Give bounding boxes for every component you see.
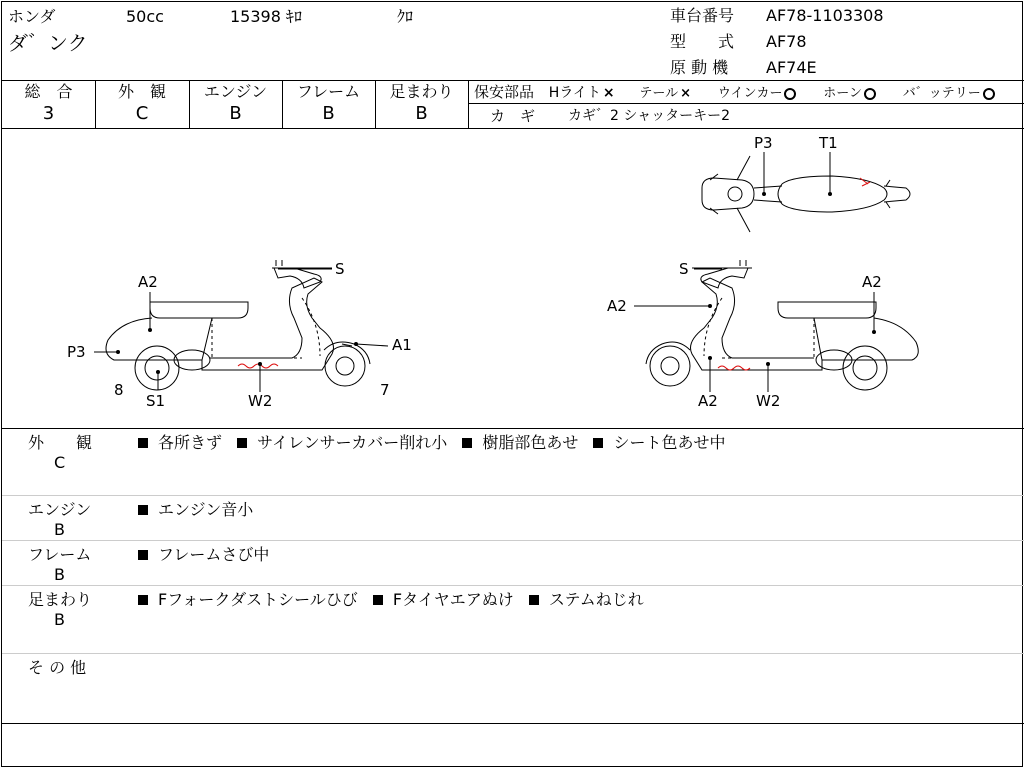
section-title: フレーム: [28, 545, 92, 564]
label-w2-right: W2: [756, 392, 781, 410]
scooter-top-view: [702, 156, 910, 232]
section-suspension: [2, 585, 1024, 654]
label-w2-left: W2: [248, 392, 273, 410]
section-title: そ の 他: [28, 658, 87, 677]
label-7-left: 7: [380, 381, 390, 399]
comment-item: Fフォークダストシールひび: [158, 590, 358, 609]
type-label: 型 式: [670, 32, 735, 51]
comment-item: フレームさび中: [158, 545, 270, 564]
damage-mark-top: [860, 178, 870, 186]
comment-item: サイレンサーカバー削れ小: [257, 433, 448, 452]
comment-item: Fタイヤエアぬけ: [392, 590, 514, 609]
section-items: [138, 544, 279, 566]
section-items: [138, 432, 736, 454]
bullet-icon: [529, 595, 539, 605]
bullet-icon: [462, 438, 472, 448]
bullet-icon: [373, 595, 383, 605]
comment-item: 各所きず: [158, 433, 223, 452]
label-p3-left: P3: [67, 343, 86, 361]
section-other: [2, 653, 1024, 724]
displacement: 50cc: [126, 7, 164, 26]
mileage: 15398 ｷﾛ: [230, 7, 302, 26]
label-s1-left: S1: [146, 392, 166, 410]
section-items: [138, 589, 654, 611]
label-a2-right-seat: A2: [862, 273, 882, 291]
label-s-right: S: [679, 260, 689, 278]
label-a2-right-floor: A2: [698, 392, 718, 410]
ok-mark-icon: [784, 88, 796, 100]
comment-item: ステムねじれ: [548, 590, 644, 609]
engine-label: 原 動 機: [670, 58, 729, 77]
model-name: ダ゛ンク: [8, 31, 88, 55]
label-s-left: S: [335, 260, 345, 278]
section-exterior: [2, 428, 1024, 496]
label-a2-left: A2: [138, 273, 158, 291]
key-value: カギ゛2 シャッターキー2: [568, 108, 730, 124]
vehicle-header: [2, 2, 1024, 81]
label-8-left: 8: [114, 381, 124, 399]
safety-item-winker: ウインカー: [718, 86, 797, 101]
damage-mark-right: [718, 366, 750, 370]
safety-divider: [468, 103, 1024, 104]
grade-frame: フレーム B: [282, 80, 376, 128]
section-frame: [2, 540, 1024, 586]
safety-item-headlight: Hライト ×: [548, 85, 615, 101]
grade-suspension: 足まわり B: [375, 80, 469, 128]
label-p3-top: P3: [754, 134, 773, 152]
section-items: [138, 499, 263, 521]
section-title: エンジン: [28, 500, 92, 519]
damage-diagram: [2, 128, 1024, 429]
ok-mark-icon: [864, 88, 876, 100]
bullet-icon: [138, 550, 148, 560]
safety-item-tail: テール ×: [639, 86, 692, 101]
section-grade: C: [54, 453, 66, 472]
bullet-icon: [593, 438, 603, 448]
label-t1-top: T1: [819, 134, 838, 152]
frame-no-label: 車台番号: [670, 6, 735, 25]
section-grade: B: [54, 610, 65, 629]
grade-engine: エンジン B: [189, 80, 283, 128]
type-value: AF78: [766, 32, 807, 51]
inspection-sheet: [1, 1, 1023, 767]
comment-item: シート色あせ中: [613, 433, 726, 452]
safety-label: 保安部品: [474, 83, 535, 101]
frame-no: AF78-1103308: [766, 6, 884, 25]
engine-value: AF74E: [766, 58, 817, 77]
maker: ホンダ: [8, 7, 56, 26]
key-label: カ ギ: [490, 107, 536, 125]
grade-exterior: 外 観 C: [95, 80, 190, 128]
safety-parts: [474, 83, 995, 103]
scooter-diagram: [2, 128, 1024, 428]
safety-item-horn: ホーン: [823, 86, 876, 101]
ok-mark-icon: [983, 88, 995, 100]
section-title: 外 観: [28, 433, 93, 452]
safety-item-battery: バ゛ッテリー: [903, 86, 995, 101]
comment-item: 樹脂部色あせ: [482, 433, 579, 452]
bullet-icon: [237, 438, 247, 448]
label-a2-right-front: A2: [607, 297, 627, 315]
bullet-icon: [138, 438, 148, 448]
body-color: ｸﾛ: [397, 7, 414, 26]
bullet-icon: [138, 505, 148, 515]
section-grade: B: [54, 565, 65, 584]
grade-overall: 総 合 3: [2, 80, 96, 128]
damage-mark-left: [238, 364, 278, 368]
section-grade: B: [54, 520, 65, 539]
section-engine: [2, 495, 1024, 541]
bullet-icon: [138, 595, 148, 605]
label-a1-left: A1: [392, 336, 412, 354]
grades-row: [2, 80, 1024, 129]
section-title: 足まわり: [28, 590, 93, 609]
comment-item: エンジン音小: [158, 500, 254, 519]
